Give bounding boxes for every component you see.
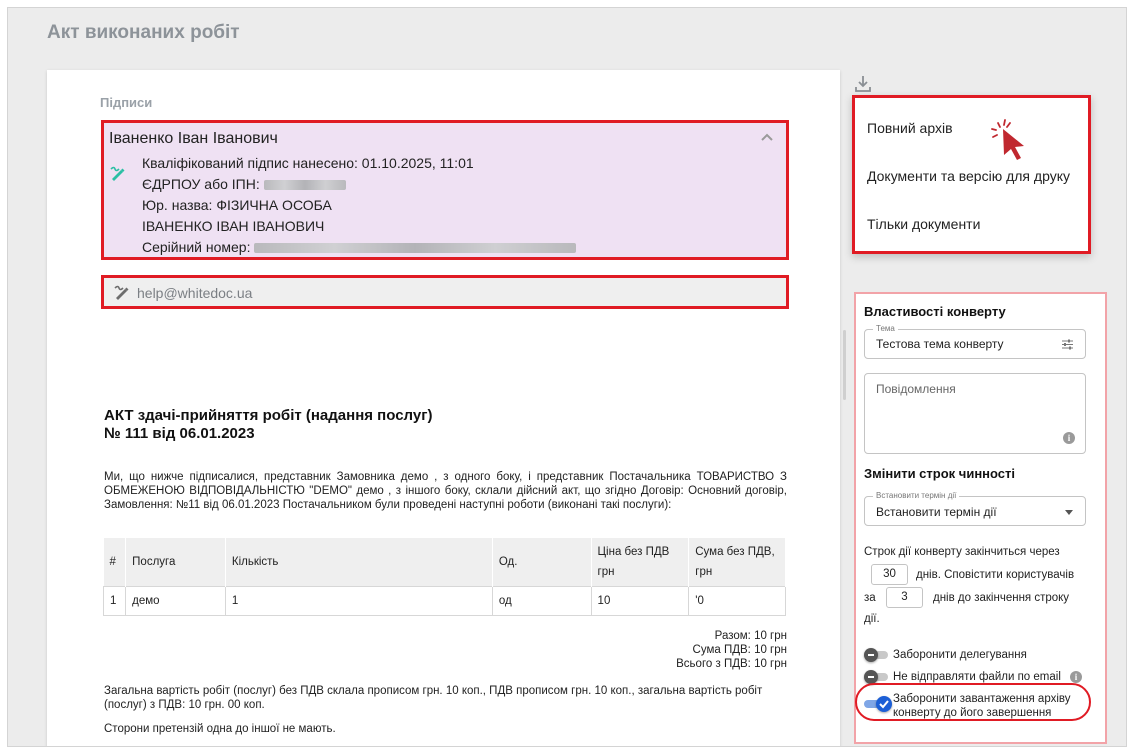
- envelope-properties-panel: [854, 292, 1107, 744]
- table-cell: демо: [126, 587, 226, 616]
- expiry-text-5: дії.: [864, 613, 880, 625]
- toggle-knob: [864, 648, 878, 662]
- notify-days-input[interactable]: 3: [886, 587, 923, 608]
- expiry-text-3: за: [864, 592, 876, 604]
- download-menu: [852, 95, 1091, 254]
- table-cell: 10: [591, 587, 689, 616]
- table-header: Сума без ПДВ, грн: [689, 538, 786, 587]
- highlight-ellipse: [855, 683, 1091, 721]
- signature-card[interactable]: [101, 120, 789, 260]
- signer-email: help@whitedoc.ua: [137, 285, 253, 301]
- table-cell: 1: [104, 587, 126, 616]
- serial-redacted: [254, 243, 576, 253]
- table-header: Послуга: [126, 538, 226, 587]
- table-cell: 1: [225, 587, 492, 616]
- toggle-no-email[interactable]: [864, 670, 890, 684]
- chevron-up-icon[interactable]: [760, 131, 774, 145]
- act-paragraph: Ми, що нижче підписалися, представник Замовника демо , з одного боку, і представник Постачальника ТОВАРИСТВО З ОБМЕЖЕНОЮ ВІДПОВІДАЛЬНІСТЮ "DEMO" демо , з іншого боку, склали дійсний акт, що згідно Договір: Основний договір, Замовлення: №11 від 06.01.2023 Постачальником були проведені наступні роботи (виконані такі послуги):: [104, 471, 787, 511]
- menu-item-full-archive[interactable]: Повний архів: [867, 120, 953, 136]
- toggle-knob: [864, 670, 878, 684]
- table-cell: од: [492, 587, 591, 616]
- message-field[interactable]: [864, 373, 1086, 454]
- topic-label: Тема: [873, 324, 898, 333]
- menu-item-docs-only[interactable]: Тільки документи: [867, 216, 981, 232]
- validity-title: Змінити строк чинності: [864, 466, 1016, 481]
- table-header: #: [104, 538, 126, 587]
- app-frame: [7, 7, 1127, 747]
- totals: [676, 629, 787, 671]
- table-header: Кількість: [225, 538, 492, 587]
- table-cell: '0: [689, 587, 786, 616]
- edrpou-row: [142, 176, 346, 192]
- term-value: Встановити термін дії: [876, 505, 997, 519]
- serial-label: Серійний номер:: [142, 239, 251, 255]
- signature-pen-icon: [109, 165, 127, 183]
- toggle-label-line1: Заборонити завантаження архіву: [893, 693, 1071, 705]
- claims-text: Сторони претензій одна до іншої не мають.: [104, 723, 336, 735]
- edrpou-redacted: [264, 180, 346, 190]
- table-header-row: [104, 538, 786, 587]
- term-label: Встановити термін дії: [873, 491, 959, 500]
- expiry-text-1: Строк дії конверту закінчиться через: [864, 546, 1060, 558]
- sum-paragraph: Загальна вартість робіт (послуг) без ПДВ склала прописом грн. 10 коп., ПДВ прописом грн. 10 коп., загальна вартість робіт (послуг) з ПДВ: 10 грн. 00 коп.: [104, 685, 763, 711]
- expiry-text-4: днів до закінчення строку: [933, 592, 1070, 604]
- topic-value: Тестова тема конверту: [876, 337, 1004, 351]
- document-paper: [47, 70, 840, 747]
- total-line: Разом: 10 грн: [714, 630, 787, 642]
- signatures-title: Підписи: [100, 95, 153, 110]
- page-title: Акт виконаних робіт: [47, 22, 240, 43]
- info-icon[interactable]: i: [1070, 671, 1082, 683]
- message-placeholder: Повідомлення: [876, 382, 956, 396]
- info-icon[interactable]: i: [1063, 432, 1075, 444]
- total-with-vat-line: Всього з ПДВ: 10 грн: [676, 658, 787, 670]
- act-title-line2: № 111 від 06.01.2023: [104, 425, 255, 442]
- expiry-text-2: днів. Сповістити користувачів: [916, 569, 1075, 581]
- signer-name: Іваненко Іван Іванович: [109, 130, 278, 147]
- term-select[interactable]: [864, 491, 1086, 526]
- table-header: Од.: [492, 538, 591, 587]
- days-input[interactable]: 30: [871, 564, 908, 585]
- act-title-line1: АКТ здачі-прийняття робіт (надання послуг): [104, 407, 433, 424]
- topic-field[interactable]: [864, 324, 1086, 359]
- tune-icon[interactable]: [1061, 338, 1074, 351]
- table-header: Ціна без ПДВ грн: [591, 538, 689, 587]
- services-table: [103, 538, 786, 616]
- toggle-label: Не відправляти файли по email: [893, 671, 1061, 683]
- toggle-label-line2: конверту до його завершення: [893, 707, 1052, 719]
- download-icon[interactable]: [853, 74, 873, 94]
- serial-row: [142, 239, 576, 255]
- edrpou-label: ЄДРПОУ або ІПН:: [142, 176, 260, 192]
- table-row: [104, 587, 786, 616]
- vat-line: Сума ПДВ: 10 грн: [692, 644, 787, 656]
- scrollbar[interactable]: [842, 70, 848, 747]
- act-title: [104, 407, 432, 443]
- signature-pen-icon: [113, 284, 131, 302]
- envelope-properties-title: Властивості конверту: [864, 304, 1006, 319]
- click-cursor-icon: [988, 118, 1028, 163]
- signed-at: Кваліфікований підпис нанесено: 01.10.2025, 11:01: [142, 155, 474, 171]
- person-name: ІВАНЕНКО ІВАН ІВАНОВИЧ: [142, 218, 325, 234]
- org-name: Юр. назва: ФІЗИЧНА ОСОБА: [142, 197, 332, 213]
- pending-signature-card[interactable]: [101, 275, 789, 309]
- toggle-label: Заборонити делегування: [893, 649, 1027, 661]
- toggle-delegation[interactable]: [864, 648, 890, 662]
- caret-down-icon: [1065, 510, 1073, 515]
- menu-item-docs-and-print[interactable]: Документи та версію для друку: [867, 168, 1070, 184]
